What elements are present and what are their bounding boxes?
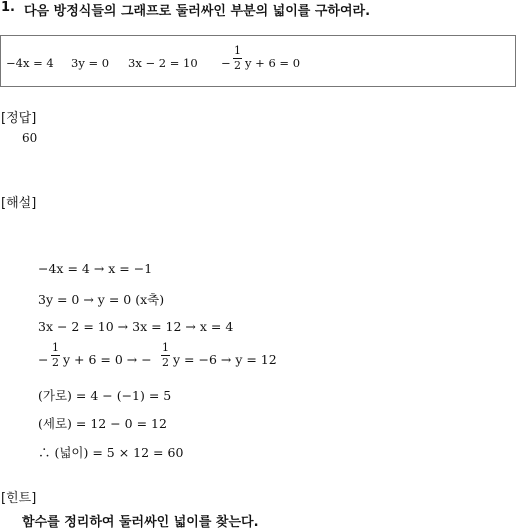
solution-line-1: −4x = 4 → x = −1 <box>38 261 153 276</box>
solution-line-4-sign: − <box>38 352 49 367</box>
fraction-denominator: 2 <box>162 356 169 369</box>
fraction-numerator: 1 <box>234 44 241 57</box>
equations-box <box>0 35 516 87</box>
question-number: 1. <box>1 0 15 15</box>
solution-line-5: (가로) = 4 − (−1) = 5 <box>38 388 172 403</box>
equation-3: 3x − 2 = 10 <box>128 56 198 70</box>
equation-4-sign: − <box>221 56 231 70</box>
equation-2: 3y = 0 <box>71 56 110 70</box>
fraction-numerator: 1 <box>52 341 59 354</box>
answer-value: 60 <box>22 131 38 145</box>
equation-4-fraction <box>233 45 242 72</box>
hint-text: 함수를 정리하여 둘러싸인 넓이를 찾는다. <box>22 515 259 530</box>
solution-line-3: 3x − 2 = 10 → 3x = 12 → x = 4 <box>38 319 234 334</box>
equation-1: −4x = 4 <box>6 56 54 70</box>
solution-line-2: 3y = 0 → y = 0 (x축) <box>38 292 165 307</box>
equation-4-rest: y + 6 = 0 <box>245 56 301 70</box>
answer-label: [정답] <box>1 111 37 126</box>
solution-line-4-middle: y + 6 = 0 → − <box>63 352 152 367</box>
hint-label: [힌트] <box>1 491 37 506</box>
solution-line-4-end: y = −6 → y = 12 <box>173 352 277 367</box>
question-prompt: 다음 방정식들의 그래프로 둘러싸인 부분의 넓이를 구하여라. <box>24 4 371 19</box>
solution-line-6: (세로) = 12 − 0 = 12 <box>38 416 167 431</box>
solution-label: [해설] <box>1 196 37 211</box>
solution-line-7: ∴ (넓이) = 5 × 12 = 60 <box>38 445 184 460</box>
fraction-denominator: 2 <box>234 59 241 72</box>
fraction-denominator: 2 <box>52 356 59 369</box>
solution-line-4-fraction-b <box>161 342 170 369</box>
solution-line-4-fraction-a <box>51 342 60 369</box>
fraction-numerator: 1 <box>162 341 169 354</box>
